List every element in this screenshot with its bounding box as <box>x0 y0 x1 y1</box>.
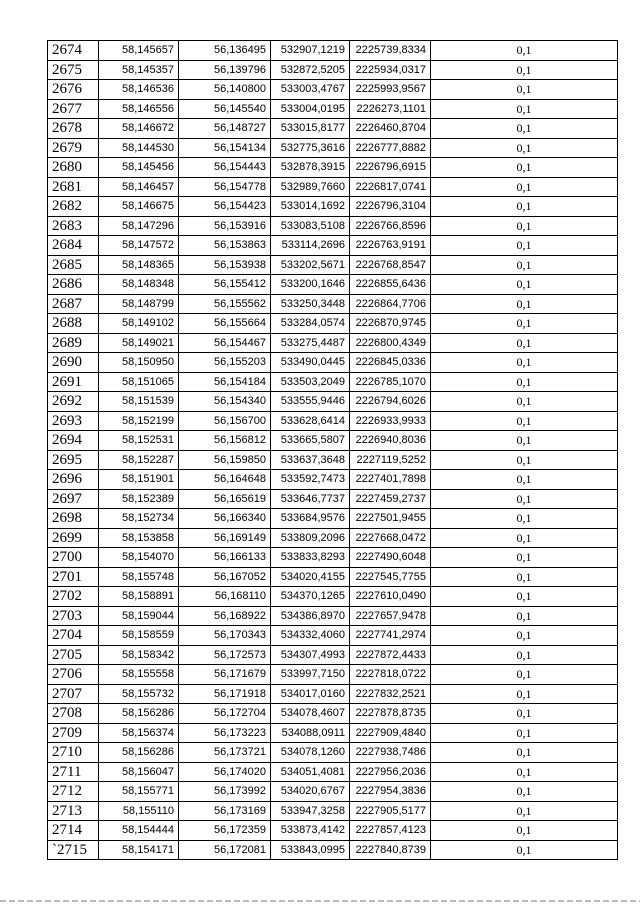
table-row <box>48 353 618 373</box>
accuracy-cell: 0,1 <box>431 645 618 665</box>
coord-x-cell: 534051,4081 <box>271 762 350 782</box>
coord-x-cell: 533947,3258 <box>271 801 350 821</box>
coord-y-cell: 2227401,7898 <box>350 470 431 490</box>
latitude-cell: 58,156047 <box>99 762 179 782</box>
point-number-cell: 2706 <box>48 665 99 685</box>
coord-x-cell: 533555,9446 <box>271 392 350 412</box>
table-row <box>48 645 618 665</box>
longitude-cell: 56,136495 <box>179 41 271 61</box>
coord-y-cell: 2227840,8739 <box>350 840 431 860</box>
longitude-cell: 56,172573 <box>179 645 271 665</box>
longitude-cell: 56,173721 <box>179 743 271 763</box>
table-row <box>48 626 618 646</box>
point-number-cell: 2690 <box>48 353 99 373</box>
latitude-cell: 58,152287 <box>99 450 179 470</box>
longitude-cell: 56,140800 <box>179 80 271 100</box>
coord-x-cell: 533809,2096 <box>271 528 350 548</box>
point-number-cell: 2688 <box>48 314 99 334</box>
point-number-cell: 2710 <box>48 743 99 763</box>
table-row <box>48 801 618 821</box>
accuracy-cell: 0,1 <box>431 587 618 607</box>
longitude-cell: 56,154423 <box>179 197 271 217</box>
accuracy-cell: 0,1 <box>431 704 618 724</box>
table-row <box>48 431 618 451</box>
latitude-cell: 58,156286 <box>99 704 179 724</box>
table-row <box>48 60 618 80</box>
coord-y-cell: 2227857,4123 <box>350 821 431 841</box>
latitude-cell: 58,155771 <box>99 782 179 802</box>
table-row <box>48 606 618 626</box>
coord-x-cell: 533250,3448 <box>271 294 350 314</box>
longitude-cell: 56,166340 <box>179 509 271 529</box>
coord-y-cell: 2226763,9191 <box>350 236 431 256</box>
latitude-cell: 58,155110 <box>99 801 179 821</box>
coord-y-cell: 2227818,0722 <box>350 665 431 685</box>
longitude-cell: 56,155412 <box>179 275 271 295</box>
accuracy-cell: 0,1 <box>431 216 618 236</box>
point-number-cell: 2714 <box>48 821 99 841</box>
point-number-cell: 2704 <box>48 626 99 646</box>
longitude-cell: 56,156700 <box>179 411 271 431</box>
longitude-cell: 56,169149 <box>179 528 271 548</box>
coord-y-cell: 2227938,7486 <box>350 743 431 763</box>
coord-y-cell: 2226460,8704 <box>350 119 431 139</box>
coord-x-cell: 533503,2049 <box>271 372 350 392</box>
latitude-cell: 58,153858 <box>99 528 179 548</box>
table-row <box>48 197 618 217</box>
point-number-cell: 2708 <box>48 704 99 724</box>
table-row <box>48 255 618 275</box>
accuracy-cell: 0,1 <box>431 294 618 314</box>
accuracy-cell: 0,1 <box>431 450 618 470</box>
point-number-cell: 2703 <box>48 606 99 626</box>
accuracy-cell: 0,1 <box>431 411 618 431</box>
coord-x-cell: 534332,4060 <box>271 626 350 646</box>
longitude-cell: 56,153863 <box>179 236 271 256</box>
table-row <box>48 41 618 61</box>
table-row <box>48 489 618 509</box>
latitude-cell: 58,158559 <box>99 626 179 646</box>
longitude-cell: 56,172704 <box>179 704 271 724</box>
accuracy-cell: 0,1 <box>431 548 618 568</box>
point-number-cell: 2684 <box>48 236 99 256</box>
point-number-cell: 2686 <box>48 275 99 295</box>
coord-x-cell: 533284,0574 <box>271 314 350 334</box>
table-row <box>48 99 618 119</box>
coord-y-cell: 2225739,8334 <box>350 41 431 61</box>
coord-y-cell: 2226845,0336 <box>350 353 431 373</box>
coord-y-cell: 2226870,9745 <box>350 314 431 334</box>
accuracy-cell: 0,1 <box>431 80 618 100</box>
latitude-cell: 58,154070 <box>99 548 179 568</box>
coord-x-cell: 532878,3915 <box>271 158 350 178</box>
coord-x-cell: 534088,0911 <box>271 723 350 743</box>
table-row <box>48 821 618 841</box>
coord-y-cell: 2226777,8882 <box>350 138 431 158</box>
accuracy-cell: 0,1 <box>431 138 618 158</box>
latitude-cell: 58,145357 <box>99 60 179 80</box>
coord-y-cell: 2227956,2036 <box>350 762 431 782</box>
coord-y-cell: 2227905,5177 <box>350 801 431 821</box>
coord-y-cell: 2227501,9455 <box>350 509 431 529</box>
accuracy-cell: 0,1 <box>431 489 618 509</box>
coord-y-cell: 2226768,8547 <box>350 255 431 275</box>
coord-x-cell: 533490,0445 <box>271 353 350 373</box>
latitude-cell: 58,149102 <box>99 314 179 334</box>
coord-x-cell: 534020,6767 <box>271 782 350 802</box>
accuracy-cell: 0,1 <box>431 509 618 529</box>
table-row <box>48 704 618 724</box>
point-number-cell: 2678 <box>48 119 99 139</box>
coord-x-cell: 534078,1260 <box>271 743 350 763</box>
point-number-cell: 2702 <box>48 587 99 607</box>
accuracy-cell: 0,1 <box>431 158 618 178</box>
table-row <box>48 509 618 529</box>
coord-y-cell: 2227545,7755 <box>350 567 431 587</box>
coord-x-cell: 533275,4487 <box>271 333 350 353</box>
point-number-cell: 2691 <box>48 372 99 392</box>
point-number-cell: 2697 <box>48 489 99 509</box>
latitude-cell: 58,151065 <box>99 372 179 392</box>
latitude-cell: 58,147572 <box>99 236 179 256</box>
accuracy-cell: 0,1 <box>431 626 618 646</box>
accuracy-cell: 0,1 <box>431 821 618 841</box>
table-row <box>48 567 618 587</box>
latitude-cell: 58,155558 <box>99 665 179 685</box>
accuracy-cell: 0,1 <box>431 665 618 685</box>
accuracy-cell: 0,1 <box>431 528 618 548</box>
table-row <box>48 470 618 490</box>
coord-y-cell: 2226796,6915 <box>350 158 431 178</box>
latitude-cell: 58,144530 <box>99 138 179 158</box>
longitude-cell: 56,173992 <box>179 782 271 802</box>
coord-x-cell: 533200,1646 <box>271 275 350 295</box>
longitude-cell: 56,166133 <box>179 548 271 568</box>
longitude-cell: 56,155562 <box>179 294 271 314</box>
coord-x-cell: 532989,7660 <box>271 177 350 197</box>
coordinates-table-body <box>48 41 618 860</box>
coord-y-cell: 2226855,6436 <box>350 275 431 295</box>
latitude-cell: 58,156286 <box>99 743 179 763</box>
coord-y-cell: 2226800,4349 <box>350 333 431 353</box>
longitude-cell: 56,173169 <box>179 801 271 821</box>
point-number-cell: 2707 <box>48 684 99 704</box>
point-number-cell: 2680 <box>48 158 99 178</box>
latitude-cell: 58,158342 <box>99 645 179 665</box>
latitude-cell: 58,159044 <box>99 606 179 626</box>
table-row <box>48 158 618 178</box>
longitude-cell: 56,139796 <box>179 60 271 80</box>
coord-x-cell: 533004,0195 <box>271 99 350 119</box>
coord-y-cell: 2227872,4433 <box>350 645 431 665</box>
coord-y-cell: 2226796,3104 <box>350 197 431 217</box>
coord-y-cell: 2225934,0317 <box>350 60 431 80</box>
table-row <box>48 528 618 548</box>
latitude-cell: 58,155732 <box>99 684 179 704</box>
coord-y-cell: 2227832,2521 <box>350 684 431 704</box>
accuracy-cell: 0,1 <box>431 333 618 353</box>
table-row <box>48 743 618 763</box>
latitude-cell: 58,156374 <box>99 723 179 743</box>
coord-x-cell: 532872,5205 <box>271 60 350 80</box>
table-row <box>48 411 618 431</box>
accuracy-cell: 0,1 <box>431 372 618 392</box>
coord-y-cell: 2227657,9478 <box>350 606 431 626</box>
latitude-cell: 58,147296 <box>99 216 179 236</box>
coord-x-cell: 534020,4155 <box>271 567 350 587</box>
coord-x-cell: 534078,4607 <box>271 704 350 724</box>
accuracy-cell: 0,1 <box>431 119 618 139</box>
longitude-cell: 56,156812 <box>179 431 271 451</box>
point-number-cell: 2676 <box>48 80 99 100</box>
table-row <box>48 782 618 802</box>
accuracy-cell: 0,1 <box>431 723 618 743</box>
longitude-cell: 56,164648 <box>179 470 271 490</box>
accuracy-cell: 0,1 <box>431 606 618 626</box>
coord-x-cell: 533628,6414 <box>271 411 350 431</box>
coord-y-cell: 2226940,8036 <box>350 431 431 451</box>
longitude-cell: 56,154340 <box>179 392 271 412</box>
table-row <box>48 723 618 743</box>
accuracy-cell: 0,1 <box>431 177 618 197</box>
coord-x-cell: 534017,0160 <box>271 684 350 704</box>
accuracy-cell: 0,1 <box>431 314 618 334</box>
coord-y-cell: 2227119,5252 <box>350 450 431 470</box>
longitude-cell: 56,145540 <box>179 99 271 119</box>
longitude-cell: 56,173223 <box>179 723 271 743</box>
latitude-cell: 58,146457 <box>99 177 179 197</box>
coord-x-cell: 534307,4993 <box>271 645 350 665</box>
table-row <box>48 548 618 568</box>
coord-y-cell: 2226785,1070 <box>350 372 431 392</box>
latitude-cell: 58,149021 <box>99 333 179 353</box>
latitude-cell: 58,151539 <box>99 392 179 412</box>
longitude-cell: 56,172081 <box>179 840 271 860</box>
coord-x-cell: 533646,7737 <box>271 489 350 509</box>
point-number-cell: 2679 <box>48 138 99 158</box>
longitude-cell: 56,155203 <box>179 353 271 373</box>
longitude-cell: 56,159850 <box>179 450 271 470</box>
table-row <box>48 119 618 139</box>
latitude-cell: 58,152734 <box>99 509 179 529</box>
accuracy-cell: 0,1 <box>431 840 618 860</box>
point-number-cell: 2699 <box>48 528 99 548</box>
table-row <box>48 333 618 353</box>
coord-x-cell: 533843,0995 <box>271 840 350 860</box>
longitude-cell: 56,174020 <box>179 762 271 782</box>
coord-y-cell: 2227954,3836 <box>350 782 431 802</box>
point-number-cell: 2683 <box>48 216 99 236</box>
point-number-cell: 2713 <box>48 801 99 821</box>
table-row <box>48 216 618 236</box>
coord-x-cell: 533083,5108 <box>271 216 350 236</box>
table-row <box>48 665 618 685</box>
accuracy-cell: 0,1 <box>431 99 618 119</box>
coord-x-cell: 532775,3616 <box>271 138 350 158</box>
point-number-cell: 2698 <box>48 509 99 529</box>
table-row <box>48 840 618 860</box>
coord-y-cell: 2227610,0490 <box>350 587 431 607</box>
coord-x-cell: 533665,5807 <box>271 431 350 451</box>
point-number-cell: 2711 <box>48 762 99 782</box>
accuracy-cell: 0,1 <box>431 684 618 704</box>
coordinates-table <box>47 40 618 860</box>
latitude-cell: 58,148348 <box>99 275 179 295</box>
point-number-cell: 2696 <box>48 470 99 490</box>
table-row <box>48 684 618 704</box>
coord-y-cell: 2226273,1101 <box>350 99 431 119</box>
table-row <box>48 80 618 100</box>
latitude-cell: 58,155748 <box>99 567 179 587</box>
table-row <box>48 372 618 392</box>
latitude-cell: 58,152389 <box>99 489 179 509</box>
point-number-cell: 2685 <box>48 255 99 275</box>
accuracy-cell: 0,1 <box>431 41 618 61</box>
point-number-cell: 2692 <box>48 392 99 412</box>
accuracy-cell: 0,1 <box>431 567 618 587</box>
coord-x-cell: 534370,1265 <box>271 587 350 607</box>
coord-y-cell: 2225993,9567 <box>350 80 431 100</box>
coord-x-cell: 533684,9576 <box>271 509 350 529</box>
point-number-cell: 2694 <box>48 431 99 451</box>
accuracy-cell: 0,1 <box>431 353 618 373</box>
point-number-cell: 2689 <box>48 333 99 353</box>
longitude-cell: 56,154778 <box>179 177 271 197</box>
latitude-cell: 58,152531 <box>99 431 179 451</box>
coord-x-cell: 533592,7473 <box>271 470 350 490</box>
table-row <box>48 762 618 782</box>
accuracy-cell: 0,1 <box>431 431 618 451</box>
coord-y-cell: 2227741,2974 <box>350 626 431 646</box>
longitude-cell: 56,167052 <box>179 567 271 587</box>
coord-y-cell: 2227878,8735 <box>350 704 431 724</box>
accuracy-cell: 0,1 <box>431 392 618 412</box>
point-number-cell: 2700 <box>48 548 99 568</box>
point-number-cell: 2677 <box>48 99 99 119</box>
coord-x-cell: 533114,2696 <box>271 236 350 256</box>
longitude-cell: 56,168110 <box>179 587 271 607</box>
table-row <box>48 450 618 470</box>
coord-y-cell: 2227490,6048 <box>350 548 431 568</box>
longitude-cell: 56,155664 <box>179 314 271 334</box>
latitude-cell: 58,158891 <box>99 587 179 607</box>
point-number-cell: 2681 <box>48 177 99 197</box>
coord-y-cell: 2226766,8596 <box>350 216 431 236</box>
point-number-cell: 2693 <box>48 411 99 431</box>
longitude-cell: 56,154134 <box>179 138 271 158</box>
latitude-cell: 58,145456 <box>99 158 179 178</box>
table-row <box>48 275 618 295</box>
longitude-cell: 56,165619 <box>179 489 271 509</box>
table-row <box>48 236 618 256</box>
coord-y-cell: 2226794,6026 <box>350 392 431 412</box>
coord-y-cell: 2226933,9933 <box>350 411 431 431</box>
coord-y-cell: 2226817,0741 <box>350 177 431 197</box>
point-number-cell: 2682 <box>48 197 99 217</box>
longitude-cell: 56,171918 <box>179 684 271 704</box>
point-number-cell: 2675 <box>48 60 99 80</box>
coord-x-cell: 533833,8293 <box>271 548 350 568</box>
longitude-cell: 56,153938 <box>179 255 271 275</box>
latitude-cell: 58,151901 <box>99 470 179 490</box>
accuracy-cell: 0,1 <box>431 275 618 295</box>
latitude-cell: 58,148799 <box>99 294 179 314</box>
coord-x-cell: 533014,1692 <box>271 197 350 217</box>
coord-x-cell: 533997,7150 <box>271 665 350 685</box>
coord-x-cell: 533873,4142 <box>271 821 350 841</box>
longitude-cell: 56,168922 <box>179 606 271 626</box>
coord-y-cell: 2227668,0472 <box>350 528 431 548</box>
point-number-cell: 2701 <box>48 567 99 587</box>
coord-x-cell: 532907,1219 <box>271 41 350 61</box>
point-number-cell: `2715 <box>48 840 99 860</box>
latitude-cell: 58,146556 <box>99 99 179 119</box>
table-row <box>48 392 618 412</box>
table-row <box>48 138 618 158</box>
latitude-cell: 58,146536 <box>99 80 179 100</box>
accuracy-cell: 0,1 <box>431 255 618 275</box>
longitude-cell: 56,154443 <box>179 158 271 178</box>
accuracy-cell: 0,1 <box>431 782 618 802</box>
longitude-cell: 56,170343 <box>179 626 271 646</box>
longitude-cell: 56,154467 <box>179 333 271 353</box>
coord-x-cell: 533003,4767 <box>271 80 350 100</box>
accuracy-cell: 0,1 <box>431 236 618 256</box>
longitude-cell: 56,153916 <box>179 216 271 236</box>
table-row <box>48 294 618 314</box>
coord-x-cell: 533637,3648 <box>271 450 350 470</box>
table-row <box>48 314 618 334</box>
point-number-cell: 2705 <box>48 645 99 665</box>
coord-y-cell: 2227459,2737 <box>350 489 431 509</box>
latitude-cell: 58,154444 <box>99 821 179 841</box>
table-row <box>48 177 618 197</box>
latitude-cell: 58,154171 <box>99 840 179 860</box>
point-number-cell: 2695 <box>48 450 99 470</box>
point-number-cell: 2712 <box>48 782 99 802</box>
coord-x-cell: 533202,5671 <box>271 255 350 275</box>
accuracy-cell: 0,1 <box>431 197 618 217</box>
point-number-cell: 2709 <box>48 723 99 743</box>
latitude-cell: 58,146675 <box>99 197 179 217</box>
latitude-cell: 58,145657 <box>99 41 179 61</box>
table-row <box>48 587 618 607</box>
latitude-cell: 58,146672 <box>99 119 179 139</box>
longitude-cell: 56,154184 <box>179 372 271 392</box>
accuracy-cell: 0,1 <box>431 743 618 763</box>
longitude-cell: 56,172359 <box>179 821 271 841</box>
point-number-cell: 2687 <box>48 294 99 314</box>
accuracy-cell: 0,1 <box>431 801 618 821</box>
accuracy-cell: 0,1 <box>431 762 618 782</box>
longitude-cell: 56,148727 <box>179 119 271 139</box>
accuracy-cell: 0,1 <box>431 470 618 490</box>
point-number-cell: 2674 <box>48 41 99 61</box>
coord-y-cell: 2226864,7706 <box>350 294 431 314</box>
latitude-cell: 58,148365 <box>99 255 179 275</box>
coord-x-cell: 534386,8970 <box>271 606 350 626</box>
latitude-cell: 58,150950 <box>99 353 179 373</box>
accuracy-cell: 0,1 <box>431 60 618 80</box>
longitude-cell: 56,171679 <box>179 665 271 685</box>
page-bottom-edge <box>0 900 640 902</box>
latitude-cell: 58,152199 <box>99 411 179 431</box>
coord-y-cell: 2227909,4840 <box>350 723 431 743</box>
coord-x-cell: 533015,8177 <box>271 119 350 139</box>
